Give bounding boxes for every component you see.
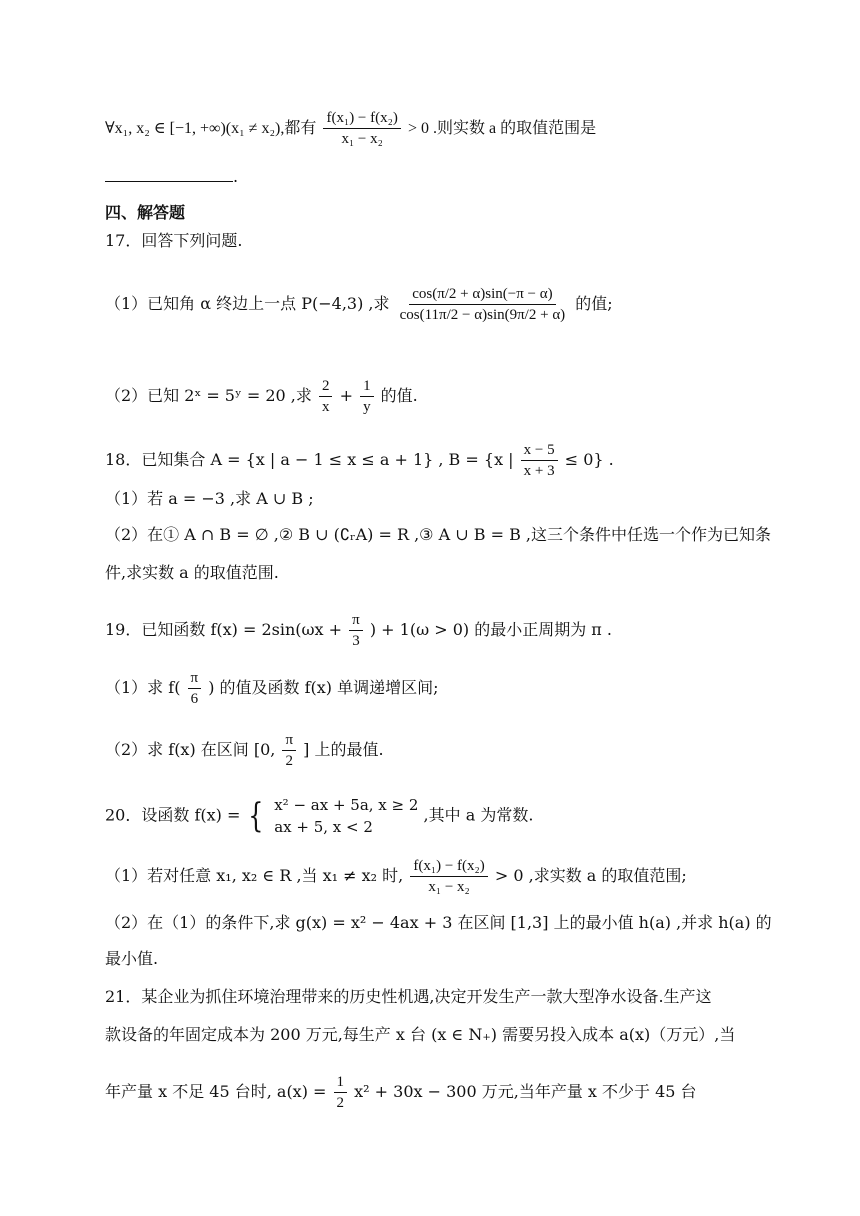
q20-title-suffix: ,其中 a 为常数.	[423, 805, 534, 825]
q19-den: 3	[352, 633, 360, 649]
q17-p1-num: cos(π/2 + α)sin(−π − α)	[409, 284, 555, 305]
q20-title	[105, 794, 760, 838]
q16-answer-line	[105, 166, 760, 188]
q19-num: π	[349, 610, 363, 631]
q20-case1: x² − ax + 5a, x ≥ 2	[274, 796, 419, 814]
left-brace-icon: {	[248, 796, 264, 836]
q21-line2: 款设备的年固定成本为 200 万元,每生产 x 台 (x ∈ N₊) 需要另投入成本 a(x)（万元）,当	[105, 1025, 736, 1044]
answer-blank[interactable]	[105, 167, 233, 182]
q17-p1-fraction	[397, 284, 569, 325]
q18-part2-line2: 件,求实数 a 的取值范围.	[105, 563, 279, 582]
q19-title-prefix: 19．已知函数 f(x) = 2sin(ωx +	[105, 620, 343, 639]
q19-p2-suffix: ] 上的最值.	[303, 740, 384, 759]
q18-part1: （1）若 a = −3 ,求 A ∪ B ;	[105, 489, 314, 508]
q17-p2-a-den: x	[321, 399, 330, 415]
q21-num: 1	[334, 1072, 348, 1093]
q17-p1-prefix: （1）已知角 α 终边上一点 P(−4,3) ,求	[105, 294, 390, 313]
q17-p2-suffix: 的值.	[380, 386, 418, 405]
q16-frac-den: x₁ − x₂	[341, 131, 383, 147]
q17-p2-plus: +	[339, 386, 353, 405]
q19-p2-prefix: （2）求 f(x) 在区间 [0,	[105, 740, 276, 759]
q19-p1-fraction	[188, 668, 202, 709]
q21-line3-prefix: 年产量 x 不足 45 台时, a(x) =	[105, 1082, 327, 1101]
q20-p1-prefix: （1）若对任意 x₁, x₂ ∈ R ,当 x₁ ≠ x₂ 时,	[105, 866, 404, 885]
q21-line3-suffix: x² + 30x − 300 万元,当年产量 x 不少于 45 台	[354, 1082, 697, 1101]
q17-p2-b-den: y	[363, 399, 371, 415]
q19-title	[105, 610, 760, 651]
q17-p2-frac-a	[319, 376, 333, 417]
q19-part2	[105, 730, 760, 771]
q19-p1-prefix: （1）求 f(	[105, 678, 181, 697]
section-title: 四、解答题	[105, 203, 186, 222]
q17-p2-frac-b	[360, 376, 374, 417]
q16-frac-num: f(x₁) − f(x₂)	[323, 108, 400, 129]
q17-p1-suffix: 的值;	[575, 294, 613, 313]
q19-p2-num: π	[282, 730, 296, 751]
q18-num: x − 5	[521, 440, 558, 461]
q19-part1	[105, 668, 760, 709]
q20-part2-line1: （2）在（1）的条件下,求 g(x) = x² − 4ax + 3 在区间 [1,3] 上的最小值 h(a) ,并求 h(a) 的	[105, 913, 772, 932]
q16-suffix: > 0 .则实数 a 的取值范围是	[407, 120, 597, 137]
q20-p1-num: f(x₁) − f(x₂)	[410, 856, 487, 877]
q18-part2-line1: （2）在① A ∩ B = ∅ ,② B ∪ (∁ᵣA) = R ,③ A ∪ B = B ,这三个条件中任选一个作为已知条	[105, 525, 772, 544]
q17-p2-prefix: （2）已知 2ˣ = 5ʸ = 20 ,求	[105, 386, 312, 405]
q16-end: .	[233, 167, 239, 186]
q19-p2-fraction	[282, 730, 296, 771]
q17-p1-den: cos(11π/2 − α)sin(9π/2 + α)	[399, 307, 566, 323]
q16-prefix: ∀x₁, x₂ ∈ [−1, +∞)(x₁ ≠ x₂),都有	[105, 120, 317, 137]
q18-fraction	[521, 440, 558, 481]
q16-line	[105, 108, 760, 149]
q19-p2-den: 2	[285, 753, 294, 769]
q19-p1-suffix: ) 的值及函数 f(x) 单调递增区间;	[208, 678, 439, 697]
q21-fraction	[334, 1072, 348, 1113]
q20-p1-fraction	[410, 856, 487, 897]
q18-den: x + 3	[523, 463, 555, 479]
q19-fraction	[349, 610, 363, 651]
q21-den: 2	[336, 1095, 345, 1111]
q18-title-suffix: ≤ 0} .	[564, 450, 614, 469]
q20-case2: ax + 5, x < 2	[274, 818, 373, 836]
q17-title: 17．回答下列问题.	[105, 231, 243, 250]
q20-part2-line2: 最小值.	[105, 949, 159, 968]
q21-line3	[105, 1072, 760, 1113]
q21-line1: 21．某企业为抓住环境治理带来的历史性机遇,决定开发生产一款大型净水设备.生产这	[105, 987, 712, 1006]
q20-p1-suffix: > 0 ,求实数 a 的取值范围;	[494, 866, 687, 885]
q19-p1-den: 6	[190, 691, 199, 707]
q20-part1	[105, 856, 760, 897]
q17-part1	[105, 284, 760, 325]
q20-title-prefix: 20．设函数 f(x) =	[105, 805, 241, 825]
q19-p1-num: π	[188, 668, 202, 689]
q17-p2-b-num: 1	[360, 376, 374, 397]
q19-title-suffix: ) + 1(ω > 0) 的最小正周期为 π .	[369, 620, 612, 639]
q18-title-prefix: 18．已知集合 A = {x | a − 1 ≤ x ≤ a + 1} , B = {x |	[105, 450, 514, 469]
q17-p2-a-num: 2	[319, 376, 333, 397]
q16-fraction	[323, 108, 400, 149]
q20-cases	[274, 794, 418, 838]
q18-title	[105, 440, 760, 481]
q20-p1-den: x₁ − x₂	[428, 879, 470, 895]
q17-part2	[105, 376, 760, 417]
